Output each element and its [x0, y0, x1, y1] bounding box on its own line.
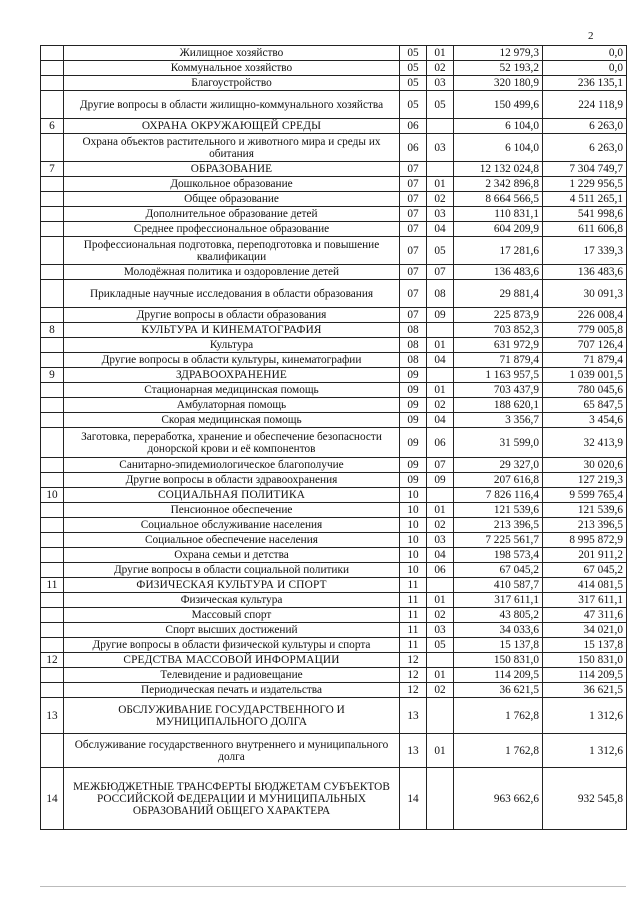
row-name: ФИЗИЧЕСКАЯ КУЛЬТУРА И СПОРТ: [64, 578, 400, 593]
row-number: [41, 280, 64, 308]
row-value-1: 150 831,0: [454, 653, 543, 668]
row-name: Культура: [64, 338, 400, 353]
row-subsection-code: 02: [427, 398, 454, 413]
row-section-code: 05: [400, 46, 427, 61]
row-number: 10: [41, 488, 64, 503]
row-value-2: 707 126,4: [543, 338, 627, 353]
row-subsection-code: 01: [427, 593, 454, 608]
row-subsection-code: 02: [427, 61, 454, 76]
row-section-code: 06: [400, 119, 427, 134]
row-section-code: 14: [400, 768, 427, 830]
row-number: [41, 76, 64, 91]
row-subsection-code: 04: [427, 222, 454, 237]
row-value-2: 317 611,1: [543, 593, 627, 608]
row-section-code: 10: [400, 518, 427, 533]
row-name: ОБСЛУЖИВАНИЕ ГОСУДАРСТВЕННОГО И МУНИЦИПАЛЬНОГО ДОЛГА: [64, 698, 400, 734]
row-name: СРЕДСТВА МАССОВОЙ ИНФОРМАЦИИ: [64, 653, 400, 668]
row-subsection-code: 06: [427, 428, 454, 458]
row-section-code: 11: [400, 608, 427, 623]
row-value-1: 410 587,7: [454, 578, 543, 593]
row-name: Коммунальное хозяйство: [64, 61, 400, 76]
table-row: [41, 428, 627, 458]
row-section-code: 05: [400, 61, 427, 76]
row-value-1: 631 972,9: [454, 338, 543, 353]
row-value-1: 3 356,7: [454, 413, 543, 428]
row-section-code: 12: [400, 683, 427, 698]
row-value-1: 7 826 116,4: [454, 488, 543, 503]
row-section-code: 11: [400, 593, 427, 608]
table-row: [41, 593, 627, 608]
section-row: [41, 323, 627, 338]
row-number: 11: [41, 578, 64, 593]
row-section-code: 06: [400, 134, 427, 162]
table-row: [41, 222, 627, 237]
row-number: [41, 308, 64, 323]
row-section-code: 09: [400, 428, 427, 458]
row-value-1: 604 209,9: [454, 222, 543, 237]
row-value-1: 8 664 566,5: [454, 192, 543, 207]
table-row: [41, 61, 627, 76]
row-number: [41, 638, 64, 653]
section-row: [41, 162, 627, 177]
row-value-2: 9 599 765,4: [543, 488, 627, 503]
row-number: [41, 383, 64, 398]
row-name: ОБРАЗОВАНИЕ: [64, 162, 400, 177]
row-subsection-code: [427, 368, 454, 383]
table-row: [41, 548, 627, 563]
row-number: 8: [41, 323, 64, 338]
row-number: [41, 61, 64, 76]
row-name: Обслуживание государственного внутреннего и муниципального долга: [64, 734, 400, 768]
row-name: Другие вопросы в области социальной политики: [64, 563, 400, 578]
row-section-code: 10: [400, 563, 427, 578]
row-number: [41, 222, 64, 237]
row-value-2: 224 118,9: [543, 91, 627, 119]
row-section-code: 11: [400, 623, 427, 638]
row-value-1: 150 499,6: [454, 91, 543, 119]
row-section-code: 07: [400, 162, 427, 177]
row-section-code: 13: [400, 734, 427, 768]
row-section-code: 07: [400, 207, 427, 222]
row-number: [41, 91, 64, 119]
row-name: Спорт высших достижений: [64, 623, 400, 638]
row-number: [41, 207, 64, 222]
row-number: 9: [41, 368, 64, 383]
row-number: [41, 623, 64, 638]
row-subsection-code: 07: [427, 265, 454, 280]
row-section-code: 09: [400, 458, 427, 473]
row-section-code: 07: [400, 177, 427, 192]
row-value-2: 414 081,5: [543, 578, 627, 593]
table-row: [41, 623, 627, 638]
table-row: [41, 473, 627, 488]
row-value-2: 71 879,4: [543, 353, 627, 368]
row-section-code: 09: [400, 368, 427, 383]
row-value-1: 6 104,0: [454, 134, 543, 162]
table-row: [41, 76, 627, 91]
row-number: 12: [41, 653, 64, 668]
table-row: [41, 353, 627, 368]
row-section-code: 08: [400, 323, 427, 338]
row-subsection-code: 05: [427, 91, 454, 119]
row-value-2: 6 263,0: [543, 134, 627, 162]
table-row: [41, 308, 627, 323]
row-section-code: 05: [400, 91, 427, 119]
row-value-1: 6 104,0: [454, 119, 543, 134]
row-name: Охрана объектов растительного и животного мира и среды их обитания: [64, 134, 400, 162]
row-number: 6: [41, 119, 64, 134]
row-value-1: 43 805,2: [454, 608, 543, 623]
row-value-1: 12 979,3: [454, 46, 543, 61]
row-section-code: 11: [400, 638, 427, 653]
row-value-1: 29 327,0: [454, 458, 543, 473]
row-subsection-code: 05: [427, 638, 454, 653]
row-value-2: 30 020,6: [543, 458, 627, 473]
row-name: Периодическая печать и издательства: [64, 683, 400, 698]
row-name: Другие вопросы в области здравоохранения: [64, 473, 400, 488]
table-row: [41, 413, 627, 428]
row-name: Жилищное хозяйство: [64, 46, 400, 61]
table-row: [41, 533, 627, 548]
row-section-code: 12: [400, 653, 427, 668]
row-name: Другие вопросы в области культуры, кинематографии: [64, 353, 400, 368]
row-value-2: 127 219,3: [543, 473, 627, 488]
row-subsection-code: 02: [427, 518, 454, 533]
row-number: [41, 503, 64, 518]
row-number: [41, 458, 64, 473]
row-value-2: 780 045,6: [543, 383, 627, 398]
row-name: ЗДРАВООХРАНЕНИЕ: [64, 368, 400, 383]
row-number: 14: [41, 768, 64, 830]
row-value-1: 225 873,9: [454, 308, 543, 323]
row-name: КУЛЬТУРА И КИНЕМАТОГРАФИЯ: [64, 323, 400, 338]
row-value-2: 65 847,5: [543, 398, 627, 413]
row-value-2: 611 606,8: [543, 222, 627, 237]
row-value-1: 114 209,5: [454, 668, 543, 683]
table-row: [41, 563, 627, 578]
row-value-2: 150 831,0: [543, 653, 627, 668]
table-row: [41, 608, 627, 623]
row-value-1: 1 762,8: [454, 734, 543, 768]
row-value-2: 932 545,8: [543, 768, 627, 830]
page-number: 2: [588, 30, 594, 42]
row-number: 13: [41, 698, 64, 734]
row-subsection-code: [427, 162, 454, 177]
row-value-1: 29 881,4: [454, 280, 543, 308]
row-number: [41, 683, 64, 698]
row-subsection-code: 04: [427, 413, 454, 428]
row-value-1: 317 611,1: [454, 593, 543, 608]
row-number: [41, 134, 64, 162]
row-number: [41, 237, 64, 265]
row-subsection-code: 03: [427, 623, 454, 638]
row-subsection-code: 09: [427, 473, 454, 488]
row-name: Заготовка, переработка, хранение и обеспечение безопасности донорской крови и её компонентов: [64, 428, 400, 458]
row-subsection-code: 03: [427, 134, 454, 162]
row-name: Среднее профессиональное образование: [64, 222, 400, 237]
row-value-1: 121 539,6: [454, 503, 543, 518]
row-name: Физическая культура: [64, 593, 400, 608]
row-value-1: 7 225 561,7: [454, 533, 543, 548]
table-row: [41, 280, 627, 308]
row-name: Скорая медицинская помощь: [64, 413, 400, 428]
row-value-2: 226 008,4: [543, 308, 627, 323]
table-row: [41, 668, 627, 683]
row-value-1: 110 831,1: [454, 207, 543, 222]
row-value-2: 1 229 956,5: [543, 177, 627, 192]
row-section-code: 12: [400, 668, 427, 683]
row-value-1: 1 163 957,5: [454, 368, 543, 383]
row-value-2: 0,0: [543, 46, 627, 61]
row-subsection-code: 01: [427, 383, 454, 398]
row-name: Молодёжная политика и оздоровление детей: [64, 265, 400, 280]
row-name: Профессиональная подготовка, переподготовка и повышение квалификации: [64, 237, 400, 265]
row-section-code: 09: [400, 413, 427, 428]
row-value-2: 1 312,6: [543, 734, 627, 768]
row-number: [41, 608, 64, 623]
row-number: [41, 353, 64, 368]
row-value-1: 703 852,3: [454, 323, 543, 338]
row-number: [41, 548, 64, 563]
row-number: [41, 563, 64, 578]
row-value-1: 34 033,6: [454, 623, 543, 638]
table-row: [41, 503, 627, 518]
row-number: [41, 177, 64, 192]
row-subsection-code: 03: [427, 76, 454, 91]
row-subsection-code: 04: [427, 548, 454, 563]
table-row: [41, 46, 627, 61]
row-name: Телевидение и радиовещание: [64, 668, 400, 683]
row-subsection-code: 02: [427, 683, 454, 698]
row-name: Санитарно-эпидемиологическое благополучие: [64, 458, 400, 473]
row-value-1: 17 281,6: [454, 237, 543, 265]
table-row: [41, 207, 627, 222]
table-row: [41, 734, 627, 768]
row-number: [41, 398, 64, 413]
row-number: [41, 518, 64, 533]
row-name: Стационарная медицинская помощь: [64, 383, 400, 398]
row-value-1: 1 762,8: [454, 698, 543, 734]
table-row: [41, 458, 627, 473]
row-value-2: 36 621,5: [543, 683, 627, 698]
row-value-1: 963 662,6: [454, 768, 543, 830]
table-row: [41, 237, 627, 265]
row-value-2: 8 995 872,9: [543, 533, 627, 548]
row-name: Другие вопросы в области образования: [64, 308, 400, 323]
row-value-2: 34 021,0: [543, 623, 627, 638]
row-section-code: 07: [400, 237, 427, 265]
row-section-code: 09: [400, 383, 427, 398]
row-value-2: 1 312,6: [543, 698, 627, 734]
row-name: Социальное обеспечение населения: [64, 533, 400, 548]
row-section-code: 07: [400, 265, 427, 280]
row-section-code: 09: [400, 473, 427, 488]
section-row: [41, 653, 627, 668]
row-value-2: 67 045,2: [543, 563, 627, 578]
budget-table: [40, 45, 627, 830]
row-name: СОЦИАЛЬНАЯ ПОЛИТИКА: [64, 488, 400, 503]
row-subsection-code: 03: [427, 207, 454, 222]
row-value-2: 1 039 001,5: [543, 368, 627, 383]
row-subsection-code: 01: [427, 46, 454, 61]
section-row: [41, 368, 627, 383]
row-subsection-code: 02: [427, 192, 454, 207]
row-value-2: 17 339,3: [543, 237, 627, 265]
row-section-code: 10: [400, 548, 427, 563]
row-value-1: 207 616,8: [454, 473, 543, 488]
row-subsection-code: 01: [427, 338, 454, 353]
row-subsection-code: 09: [427, 308, 454, 323]
section-row: [41, 488, 627, 503]
page-bottom-rule: [40, 886, 626, 887]
row-subsection-code: 06: [427, 563, 454, 578]
table-row: [41, 383, 627, 398]
table-row: [41, 518, 627, 533]
row-value-2: 7 304 749,7: [543, 162, 627, 177]
table-row: [41, 265, 627, 280]
row-subsection-code: [427, 119, 454, 134]
row-value-1: 2 342 896,8: [454, 177, 543, 192]
row-value-2: 236 135,1: [543, 76, 627, 91]
row-name: Пенсионное обеспечение: [64, 503, 400, 518]
table-row: [41, 683, 627, 698]
row-value-2: 114 209,5: [543, 668, 627, 683]
row-value-2: 30 091,3: [543, 280, 627, 308]
row-value-1: 15 137,8: [454, 638, 543, 653]
row-subsection-code: 03: [427, 533, 454, 548]
row-number: 7: [41, 162, 64, 177]
row-value-2: 15 137,8: [543, 638, 627, 653]
row-value-2: 541 998,6: [543, 207, 627, 222]
row-section-code: 10: [400, 503, 427, 518]
row-number: [41, 413, 64, 428]
row-number: [41, 593, 64, 608]
row-name: Общее образование: [64, 192, 400, 207]
row-value-2: 0,0: [543, 61, 627, 76]
row-section-code: 13: [400, 698, 427, 734]
row-name: Дополнительное образование детей: [64, 207, 400, 222]
row-value-1: 36 621,5: [454, 683, 543, 698]
row-section-code: 07: [400, 308, 427, 323]
row-subsection-code: [427, 323, 454, 338]
section-row: [41, 698, 627, 734]
row-section-code: 08: [400, 338, 427, 353]
row-section-code: 07: [400, 280, 427, 308]
table-row: [41, 134, 627, 162]
row-number: [41, 533, 64, 548]
row-name: Дошкольное образование: [64, 177, 400, 192]
row-value-2: 779 005,8: [543, 323, 627, 338]
row-value-2: 32 413,9: [543, 428, 627, 458]
row-subsection-code: [427, 578, 454, 593]
section-row: [41, 119, 627, 134]
row-value-1: 213 396,5: [454, 518, 543, 533]
row-subsection-code: 07: [427, 458, 454, 473]
row-name: Прикладные научные исследования в области образования: [64, 280, 400, 308]
row-name: Другие вопросы в области жилищно-коммунального хозяйства: [64, 91, 400, 119]
row-value-2: 6 263,0: [543, 119, 627, 134]
row-section-code: 07: [400, 222, 427, 237]
row-value-1: 12 132 024,8: [454, 162, 543, 177]
table-row: [41, 338, 627, 353]
row-section-code: 08: [400, 353, 427, 368]
row-value-2: 201 911,2: [543, 548, 627, 563]
row-number: [41, 428, 64, 458]
row-section-code: 11: [400, 578, 427, 593]
budget-table-body: [41, 46, 627, 830]
row-name: МЕЖБЮДЖЕТНЫЕ ТРАНСФЕРТЫ БЮДЖЕТАМ СУБЪЕКТОВ РОССИЙСКОЙ ФЕДЕРАЦИИ И МУНИЦИПАЛЬНЫХ ОБРАЗОВАНИЙ ОБЩЕГО ХАРАКТЕРА: [64, 768, 400, 830]
row-value-1: 67 045,2: [454, 563, 543, 578]
row-value-1: 198 573,4: [454, 548, 543, 563]
row-value-1: 71 879,4: [454, 353, 543, 368]
row-value-1: 188 620,1: [454, 398, 543, 413]
row-subsection-code: [427, 488, 454, 503]
table-row: [41, 638, 627, 653]
row-subsection-code: [427, 653, 454, 668]
row-number: [41, 734, 64, 768]
row-number: [41, 473, 64, 488]
row-value-1: 703 437,9: [454, 383, 543, 398]
row-subsection-code: 01: [427, 668, 454, 683]
row-name: Другие вопросы в области физической культуры и спорта: [64, 638, 400, 653]
row-number: [41, 265, 64, 280]
row-name: Амбулаторная помощь: [64, 398, 400, 413]
row-value-2: 213 396,5: [543, 518, 627, 533]
row-name: Социальное обслуживание населения: [64, 518, 400, 533]
row-number: [41, 668, 64, 683]
table-row: [41, 177, 627, 192]
row-section-code: 05: [400, 76, 427, 91]
table-row: [41, 91, 627, 119]
row-value-2: 3 454,6: [543, 413, 627, 428]
row-value-1: 31 599,0: [454, 428, 543, 458]
row-subsection-code: 01: [427, 177, 454, 192]
row-value-2: 47 311,6: [543, 608, 627, 623]
row-subsection-code: 01: [427, 503, 454, 518]
row-value-1: 52 193,2: [454, 61, 543, 76]
row-subsection-code: 02: [427, 608, 454, 623]
row-name: Благоустройство: [64, 76, 400, 91]
row-section-code: 10: [400, 533, 427, 548]
table-row: [41, 398, 627, 413]
row-subsection-code: 05: [427, 237, 454, 265]
row-value-1: 320 180,9: [454, 76, 543, 91]
section-row: [41, 578, 627, 593]
row-subsection-code: 08: [427, 280, 454, 308]
row-section-code: 07: [400, 192, 427, 207]
row-subsection-code: 04: [427, 353, 454, 368]
row-value-2: 4 511 265,1: [543, 192, 627, 207]
row-section-code: 10: [400, 488, 427, 503]
row-number: [41, 192, 64, 207]
row-number: [41, 338, 64, 353]
row-number: [41, 46, 64, 61]
row-name: Охрана семьи и детства: [64, 548, 400, 563]
row-name: ОХРАНА ОКРУЖАЮЩЕЙ СРЕДЫ: [64, 119, 400, 134]
row-value-1: 136 483,6: [454, 265, 543, 280]
row-section-code: 09: [400, 398, 427, 413]
table-row: [41, 192, 627, 207]
row-subsection-code: [427, 698, 454, 734]
row-value-2: 121 539,6: [543, 503, 627, 518]
row-subsection-code: 01: [427, 734, 454, 768]
row-value-2: 136 483,6: [543, 265, 627, 280]
row-name: Массовый спорт: [64, 608, 400, 623]
row-subsection-code: [427, 768, 454, 830]
section-row: [41, 768, 627, 830]
